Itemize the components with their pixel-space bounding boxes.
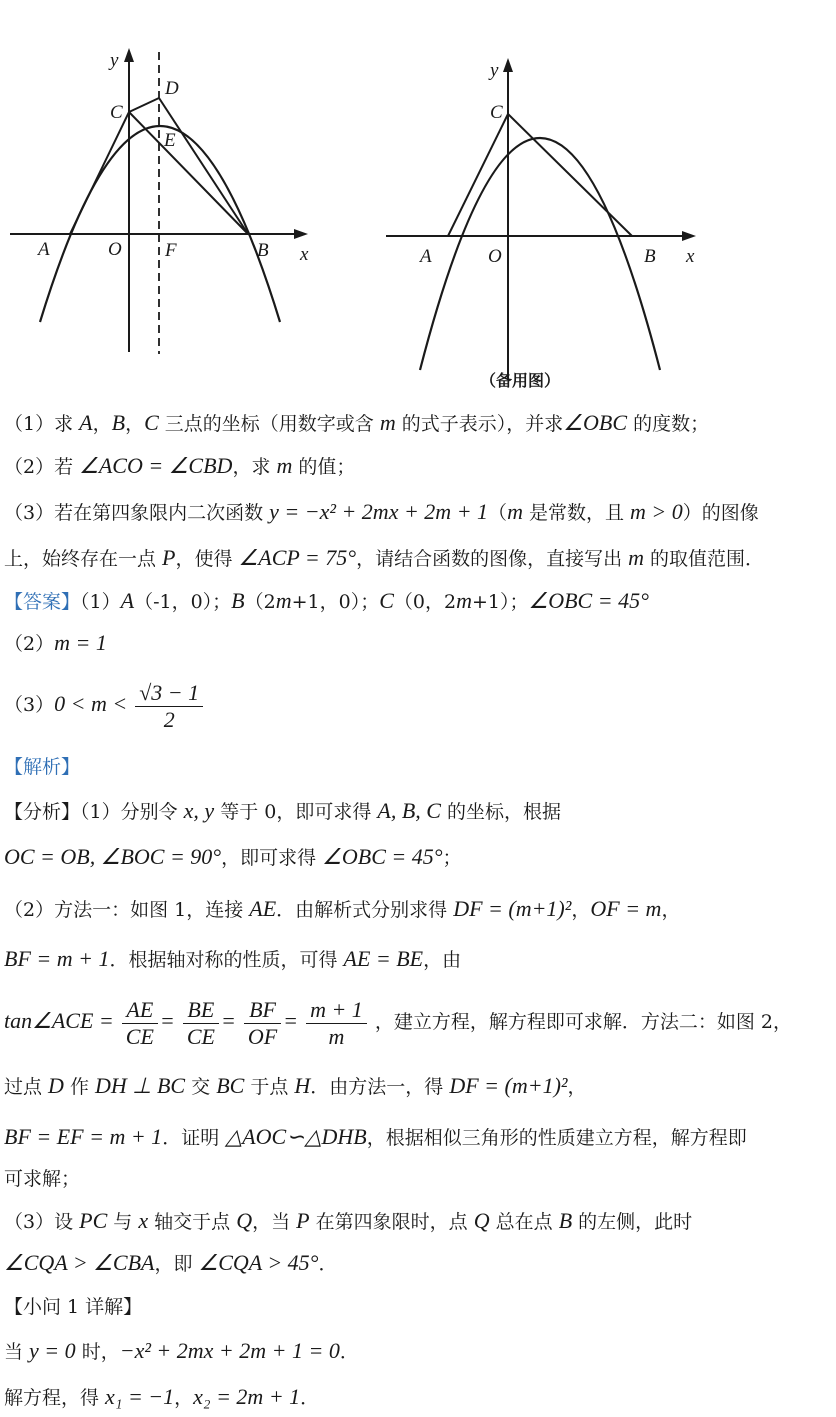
label-B-2: B — [644, 246, 656, 267]
label-x-2: x — [686, 246, 695, 267]
analysis-3-line-2: ∠CQA > ∠CBA，即 ∠CQA > 45°． — [4, 1250, 338, 1275]
label-A-2: A — [420, 246, 432, 267]
label-D: D — [165, 78, 179, 99]
question-3-line-2: 上，始终存在一点 P，使得 ∠ACP = 75°，请结合函数的图像，直接写出 m 的取值范围． — [4, 545, 765, 570]
detail-line-2: 解方程，得 x₁ = −1，x₂ = 2m + 1． — [4, 1384, 320, 1409]
analysis-2-line-6: 可求解； — [4, 1168, 81, 1190]
y-axis-arrow-2 — [503, 58, 513, 72]
detail-tag: 【小问 1 详解】 — [4, 1296, 143, 1318]
analysis-2-line-1: （2）方法一：如图 1，连接 AE．由解析式分别求得 DF = (m+1)²，OF = m， — [4, 896, 681, 921]
fraction-ae-ce: $\frac{AE}{CE}$ — [122, 997, 158, 1050]
fraction-m1-m: $\frac{m + 1}{m}$ — [306, 997, 367, 1050]
question-1: （1）求 A，B，C 三点的坐标（用数字或含 m 的式子表示），并求∠OBC 的度数； — [4, 410, 710, 435]
fraction-be-ce: $\frac{BE}{CE}$ — [183, 997, 219, 1050]
figure-2-segments — [448, 114, 632, 236]
figures-area — [0, 0, 836, 400]
label-O: O — [108, 239, 122, 260]
question-2: （2）若 ∠ACO = ∠CBD，求 m 的值； — [4, 453, 356, 478]
figure-2-graph — [380, 40, 710, 390]
answer-2: （2）m = 1 — [4, 630, 107, 655]
detail-line-1: 当 y = 0 时，−x² + 2mx + 2m + 1 = 0． — [4, 1338, 359, 1363]
fraction-bf-of: $\frac{BF}{OF}$ — [244, 997, 281, 1050]
label-y: y — [110, 50, 119, 71]
answer-3-fraction: $\frac{√3 - 1}{2}$ — [135, 680, 203, 733]
analysis-2-line-4: 过点 D 作 DH ⊥ BC 交 BC 于点 H．由方法一，得 DF = (m+1)²， — [4, 1073, 587, 1098]
answer-tag: 【答案】 — [4, 591, 81, 613]
parabola-curve — [40, 126, 280, 322]
analysis-3-line-1: （3）设 PC 与 x 轴交于点 Q，当 P 在第四象限时，点 Q 总在点 B 的左侧，此时 — [4, 1208, 693, 1233]
label-C-2: C — [490, 102, 503, 123]
answer-3: （3）0 < m < $\frac{√3 - 1}{2}$ — [4, 674, 832, 735]
figure-1-axes — [10, 58, 298, 352]
figure-1-graph — [0, 40, 330, 370]
x-axis-arrow-2 — [682, 231, 696, 241]
y-axis-arrow — [124, 48, 134, 62]
analysis-tag: 【解析】 — [4, 756, 81, 778]
label-F: F — [165, 240, 177, 261]
answer-1: 【答案】（1）A（-1，0）；B（2m+1，0）；C（0，2m+1）；∠OBC = 45° — [4, 588, 649, 613]
analysis-2-line-3: tan∠ACE = $\frac{AE}{CE}$ = $\frac{BE}{CE}$ = $\frac{BF}{OF}$ = $\frac{m + 1}{m}$ ，建立方程，解方程即可求解．方法二：如图 2， — [4, 996, 792, 1049]
analysis-2-line-2: BF = m + 1．根据轴对称的性质，可得 AE = BE，由 — [4, 946, 462, 971]
figure-2-caption: （备用图） — [480, 371, 561, 390]
label-O-2: O — [488, 246, 502, 267]
analysis-2-line-5: BF = EF = m + 1．证明 △AOC∽△DHB，根据相似三角形的性质建立方程，解方程即 — [4, 1124, 747, 1149]
label-B: B — [257, 240, 269, 261]
analysis-1-line-2: OC = OB, ∠BOC = 90°，即可求得 ∠OBC = 45°； — [4, 844, 462, 869]
label-y-2: y — [490, 60, 499, 81]
label-E: E — [164, 130, 176, 151]
label-C: C — [110, 102, 123, 123]
question-3-line-1: （3）若在第四象限内二次函数 y = −x² + 2mx + 2m + 1（m 是常数，且 m > 0）的图像 — [4, 499, 759, 524]
parabola-curve-2 — [420, 138, 660, 370]
analysis-1-line-1: 【分析】（1）分别令 x, y 等于 0，即可求得 A, B, C 的坐标，根据 — [4, 798, 562, 823]
x-axis-arrow — [294, 229, 308, 239]
label-A: A — [38, 239, 50, 260]
label-x: x — [300, 244, 309, 265]
